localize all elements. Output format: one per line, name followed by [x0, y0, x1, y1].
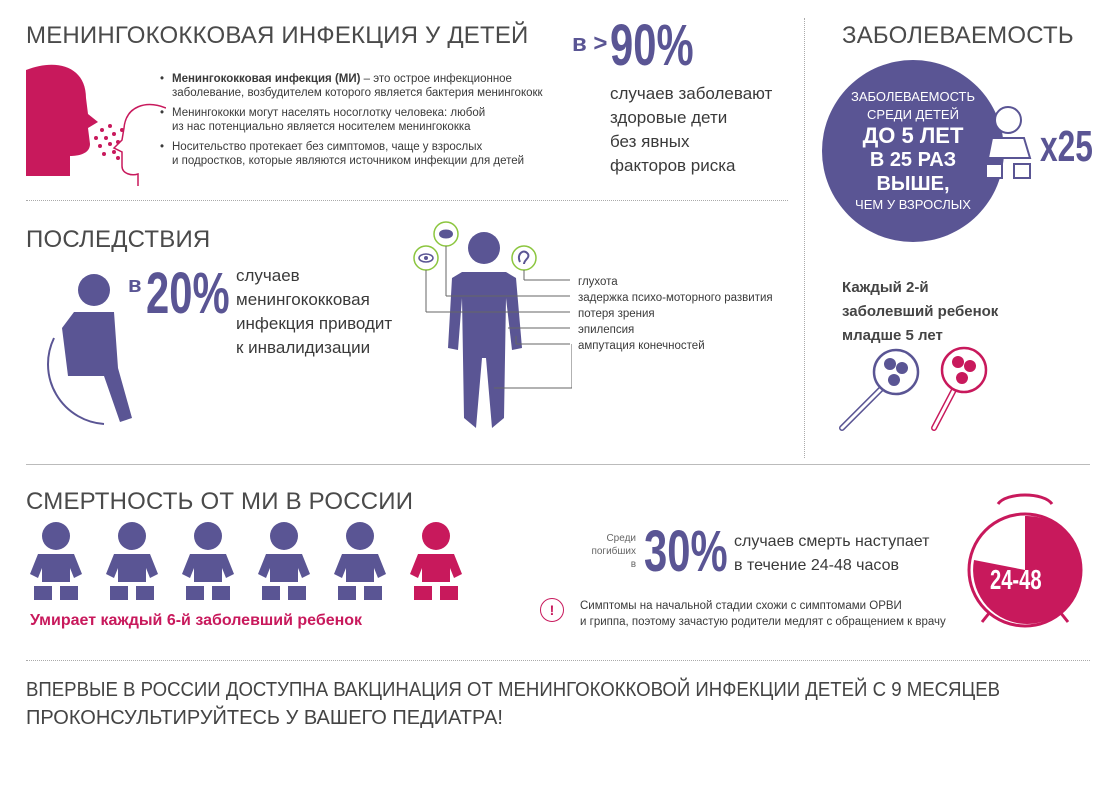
intro-bullet-1 [160, 72, 560, 100]
consequences-line-4: к инвалидизации [236, 338, 371, 357]
healthy-line-3: без явных [610, 132, 690, 151]
among-line-3: в [630, 559, 636, 570]
healthy-line-2: здоровые дети [610, 108, 728, 127]
baby-icon [30, 522, 82, 600]
baby-icon [258, 522, 310, 600]
body-figure-icon [412, 218, 572, 440]
mortality-line-2: в течение 24-48 часов [734, 557, 899, 574]
baby-icon [334, 522, 386, 600]
clock-label [990, 564, 1062, 596]
rattle-purple-icon [842, 350, 918, 428]
among-line-2: погибших [591, 546, 636, 557]
healthy-line-1: случаев заболевают [610, 84, 773, 103]
footer-line-2: ПРОКОНСУЛЬТИРУЙТЕСЬ У ВАШЕГО ПЕДИАТРА! [26, 707, 503, 729]
baby-pink-icon [410, 522, 462, 600]
consequences-line-3: инфекция приводит [236, 314, 393, 333]
intro-bullet-1-bold: Менингококковая инфекция (МИ) [172, 73, 361, 85]
healthy-percent [610, 14, 726, 78]
healthy-percent-value: 90% [610, 13, 694, 78]
every-second-line-3: младше 5 лет [842, 327, 943, 344]
incidence-line-4: В 25 РАЗ ВЫШЕ, [869, 149, 957, 195]
incidence-line-1: ЗАБОЛЕВАЕМОСТЬ [850, 89, 976, 104]
divider-footer [26, 660, 1090, 661]
rattle-pink-icon [934, 348, 986, 428]
consequence-item: эпилепсия [578, 324, 635, 336]
baby-icon [182, 522, 234, 600]
alarm-clock-icon [960, 488, 1090, 638]
healthy-text [610, 82, 772, 178]
coughing-people-icon [26, 58, 166, 186]
consequences-list [578, 274, 773, 354]
divider-top [26, 200, 788, 201]
every-second-line-1: Каждый 2-й [842, 279, 929, 296]
consequences-percent-value: 20% [146, 261, 230, 326]
consequences-line-1: случаев [236, 266, 300, 285]
intro-bullet-3-text-a: Носительство протекает без симптомов, чаще у взрослых [172, 141, 483, 153]
incidence-circle-text [842, 88, 984, 214]
consequence-item: задержка психо-моторного развития [578, 292, 773, 304]
mortality-caption: Умирает каждый 6-й заболевший ребенок [30, 612, 363, 629]
wheelchair-person-icon [24, 268, 144, 428]
every-second-line-2: заболевший ребенок [842, 303, 999, 320]
baby-crawling-icon [978, 104, 1044, 184]
footer [26, 676, 1073, 732]
baby-icon [106, 522, 158, 600]
incidence-line-2: СРЕДИ ДЕТЕЙ [867, 107, 959, 122]
every-second-text [842, 276, 998, 348]
intro-bullet-2-text-b: из нас потенциально является носителем менингококка [172, 121, 471, 133]
among-line-1: Среди [606, 533, 636, 544]
incidence-multiplier-value: x25 [1040, 122, 1093, 171]
warning-text [580, 598, 946, 630]
warning-line-2: и гриппа, поэтому зачастую родители медлят с обращением к врачу [580, 616, 946, 628]
healthy-prefix: в > [572, 30, 608, 57]
incidence-multiplier [1040, 122, 1113, 172]
babies-row [26, 520, 466, 602]
clock-label-value: 24-48 [990, 564, 1042, 595]
healthy-line-4: факторов риска [610, 156, 736, 175]
among-dead-label [570, 532, 636, 571]
consequences-text [236, 264, 392, 360]
rattle-icons [836, 346, 1016, 436]
consequences-title: ПОСЛЕДСТВИЯ [26, 226, 211, 253]
consequence-item: глухота [578, 276, 618, 288]
consequence-item: ампутация конечностей [578, 340, 705, 352]
consequences-line-2: менингококковая [236, 290, 370, 309]
mortality-title: СМЕРТНОСТЬ ОТ МИ В РОССИИ [26, 488, 414, 515]
intro-bullet-1-text-a: – это острое инфекционное [360, 73, 512, 85]
warning-line-1: Симптомы на начальной стадии схожи с симптомами ОРВИ [580, 600, 902, 612]
divider-middle [26, 464, 1090, 465]
divider-vertical [804, 18, 805, 458]
mortality-line-1: случаев смерть наступает [734, 533, 930, 550]
intro-bullet-2 [160, 106, 560, 134]
incidence-line-3: ДО 5 ЛЕТ [862, 123, 964, 148]
intro-bullet-2-text-a: Менингококки могут населять носоглотку человека: любой [172, 107, 486, 119]
mortality-text [734, 530, 929, 578]
warning-icon: ! [540, 598, 564, 622]
intro-bullet-3 [160, 140, 560, 168]
intro-bullet-1-text-b: заболевание, возбудителем которого является бактерия менингококк [172, 87, 543, 99]
page-title: МЕНИНГОКОККОВАЯ ИНФЕКЦИЯ У ДЕТЕЙ [26, 22, 529, 49]
intro-bullets [160, 72, 560, 174]
consequences-prefix: в [128, 272, 142, 297]
footer-line-1: ВПЕРВЫЕ В РОССИИ ДОСТУПНА ВАКЦИНАЦИЯ ОТ МЕНИНГОКОККОВОЙ ИНФЕКЦИИ ДЕТЕЙ С 9 МЕСЯЦЕВ [26, 679, 1001, 701]
incidence-title: ЗАБОЛЕВАЕМОСТЬ [842, 22, 1074, 49]
consequence-item: потеря зрения [578, 308, 655, 320]
incidence-line-5: ЧЕМ У ВЗРОСЛЫХ [855, 197, 971, 212]
mortality-percent-value: 30% [644, 519, 728, 584]
intro-bullet-3-text-b: и подростков, которые являются источником инфекции для детей [172, 155, 525, 167]
